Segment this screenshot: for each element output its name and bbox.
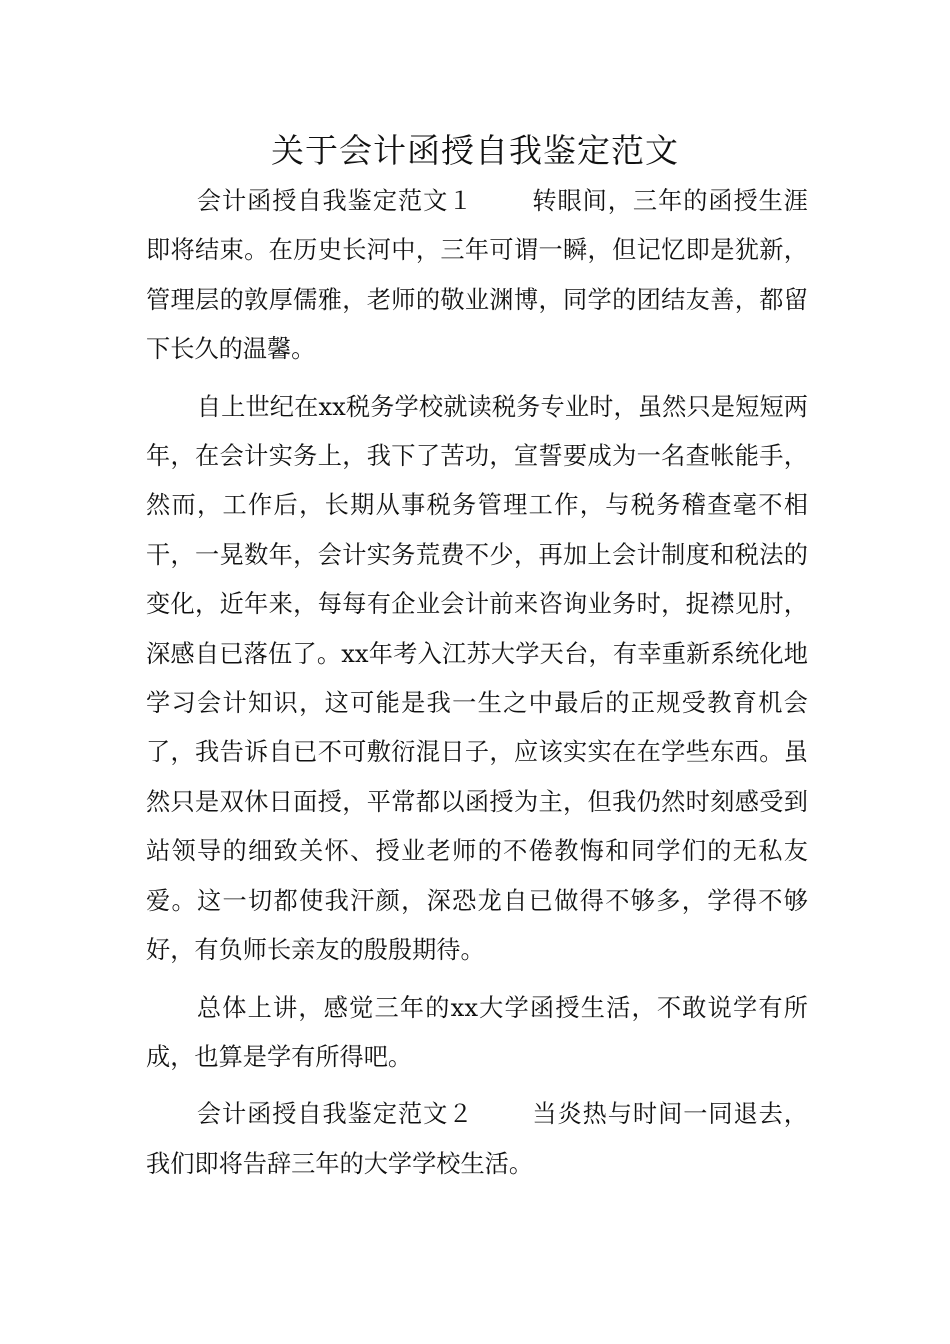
paragraph-2 bbox=[146, 383, 808, 976]
document-body bbox=[146, 177, 808, 1197]
paragraph-4 bbox=[146, 1090, 808, 1189]
paragraph-1-text: 转眼间，三年的函授生涯即将结束。在历史长河中，三年可谓一瞬，但记忆即是犹新，管理层的敦厚儒雅，老师的敬业渊博，同学的团结友善，都留下长久的温馨。 bbox=[146, 187, 808, 364]
paragraph-3-text: 总体上讲，感觉三年的xx大学函授生活，不敢说学有所成，也算是学有所得吧。 bbox=[146, 993, 808, 1071]
document-title: 关于会计函授自我鉴定范文 bbox=[271, 131, 679, 170]
paragraph-1 bbox=[146, 177, 808, 375]
paragraph-2-text: 自上世纪在xx税务学校就读税务专业时，虽然只是短短两年，在会计实务上，我下了苦功，宣誓要成为一名查帐能手，然而，工作后，长期从事税务管理工作，与税务稽查毫不相干，一晃数年，会计实务荒费不少，再加上会计制度和税法的变化，近年来，每每有企业会计前来咨询业务时，捉襟见肘，深感自已落伍了。xx年考入江苏大学天台，有幸重新系统化地学习会计知识，这可能是我一生之中最后的正规受教育机会了，我告诉自已不可敷衍混日子，应该实实在在学些东西。虽然只是双休日面授，平常都以函授为主，但我仍然时刻感受到站领导的细致关怀、授业老师的不倦教悔和同学们的无私友爱。这一切都使我汗颜，深恐龙自已做得不够多，学得不够好，有负师长亲友的殷殷期待。 bbox=[146, 392, 808, 965]
paragraph-3 bbox=[146, 984, 808, 1083]
section-heading-2: 会计函授自我鉴定范文２ bbox=[196, 1100, 474, 1129]
paragraph-4-text: 当炎热与时间一同退去，我们即将告辞三年的大学学校生活。 bbox=[146, 1100, 808, 1178]
section-heading-1: 会计函授自我鉴定范文１ bbox=[196, 187, 474, 215]
